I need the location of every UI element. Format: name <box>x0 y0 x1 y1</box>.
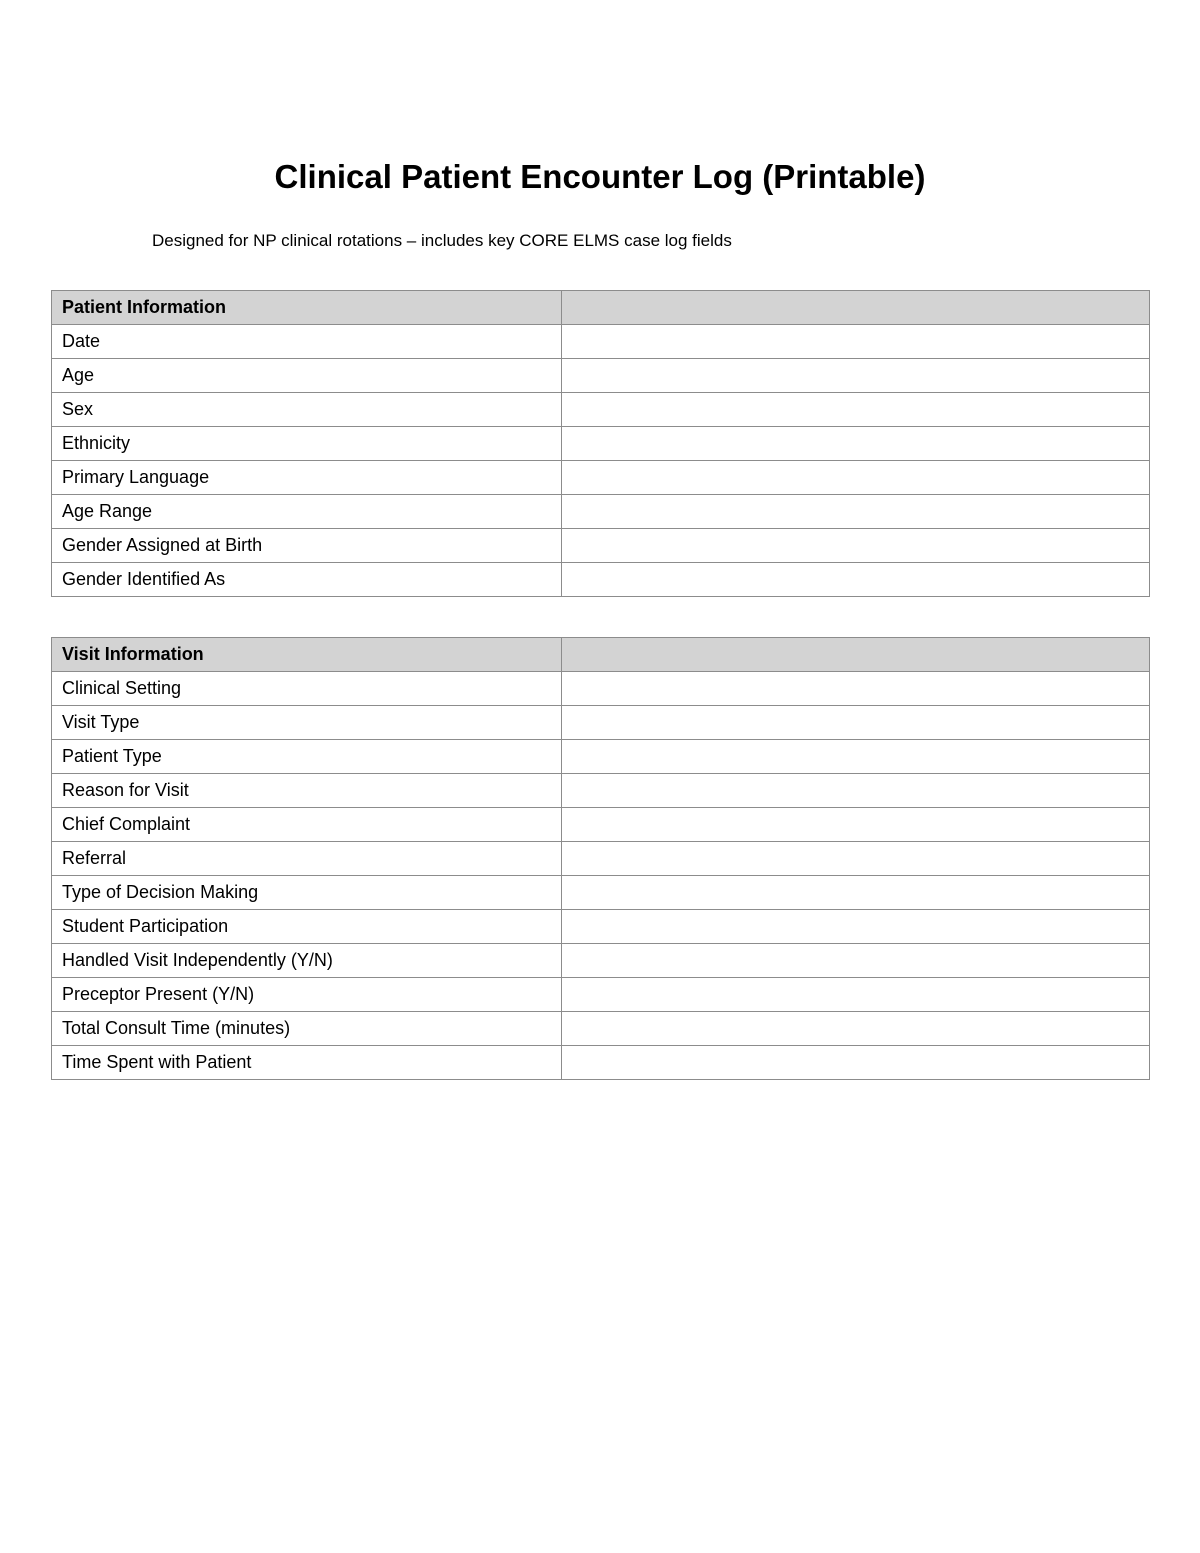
section-header-blank <box>562 638 1150 672</box>
field-label: Time Spent with Patient <box>52 1046 562 1080</box>
field-value-cell[interactable] <box>562 740 1150 774</box>
table-row <box>52 740 1150 774</box>
table-row <box>52 842 1150 876</box>
table-row <box>52 359 1150 393</box>
page-title: Clinical Patient Encounter Log (Printable) <box>274 158 926 195</box>
section-header-label: Visit Information <box>52 638 562 672</box>
field-label: Ethnicity <box>52 427 562 461</box>
field-label: Clinical Setting <box>52 672 562 706</box>
field-value-cell[interactable] <box>562 325 1150 359</box>
table-row <box>52 944 1150 978</box>
field-value-cell[interactable] <box>562 842 1150 876</box>
field-label: Reason for Visit <box>52 774 562 808</box>
field-value-cell[interactable] <box>562 774 1150 808</box>
field-label: Chief Complaint <box>52 808 562 842</box>
table-row <box>52 808 1150 842</box>
section-header-blank <box>562 291 1150 325</box>
field-label: Total Consult Time (minutes) <box>52 1012 562 1046</box>
field-value-cell[interactable] <box>562 563 1150 597</box>
field-label: Age Range <box>52 495 562 529</box>
section-header-row <box>52 638 1150 672</box>
table-row <box>52 672 1150 706</box>
field-value-cell[interactable] <box>562 706 1150 740</box>
field-label: Gender Identified As <box>52 563 562 597</box>
field-value-cell[interactable] <box>562 529 1150 563</box>
field-value-cell[interactable] <box>562 393 1150 427</box>
field-value-cell[interactable] <box>562 359 1150 393</box>
field-label: Student Participation <box>52 910 562 944</box>
field-value-cell[interactable] <box>562 1046 1150 1080</box>
table-row <box>52 910 1150 944</box>
field-label: Referral <box>52 842 562 876</box>
field-label: Sex <box>52 393 562 427</box>
field-value-cell[interactable] <box>562 910 1150 944</box>
field-label: Date <box>52 325 562 359</box>
table-row <box>52 563 1150 597</box>
table-row <box>52 774 1150 808</box>
field-value-cell[interactable] <box>562 1012 1150 1046</box>
field-value-cell[interactable] <box>562 495 1150 529</box>
page-subtitle: Designed for NP clinical rotations – includes key CORE ELMS case log fields <box>152 231 732 250</box>
table-row <box>52 1012 1150 1046</box>
table-row <box>52 427 1150 461</box>
field-label: Preceptor Present (Y/N) <box>52 978 562 1012</box>
table-row <box>52 393 1150 427</box>
field-value-cell[interactable] <box>562 944 1150 978</box>
field-value-cell[interactable] <box>562 978 1150 1012</box>
section-header-row <box>52 291 1150 325</box>
field-value-cell[interactable] <box>562 808 1150 842</box>
field-label: Gender Assigned at Birth <box>52 529 562 563</box>
field-label: Primary Language <box>52 461 562 495</box>
table-row <box>52 529 1150 563</box>
table-row <box>52 461 1150 495</box>
field-label: Patient Type <box>52 740 562 774</box>
visit-information-table <box>51 637 1150 1080</box>
section-header-label: Patient Information <box>52 291 562 325</box>
field-value-cell[interactable] <box>562 672 1150 706</box>
table-row <box>52 706 1150 740</box>
table-row <box>52 1046 1150 1080</box>
table-row <box>52 978 1150 1012</box>
field-label: Type of Decision Making <box>52 876 562 910</box>
field-label: Age <box>52 359 562 393</box>
field-value-cell[interactable] <box>562 461 1150 495</box>
field-label: Handled Visit Independently (Y/N) <box>52 944 562 978</box>
field-value-cell[interactable] <box>562 876 1150 910</box>
table-row <box>52 495 1150 529</box>
table-row <box>52 876 1150 910</box>
table-row <box>52 325 1150 359</box>
patient-information-table <box>51 290 1150 597</box>
field-label: Visit Type <box>52 706 562 740</box>
field-value-cell[interactable] <box>562 427 1150 461</box>
